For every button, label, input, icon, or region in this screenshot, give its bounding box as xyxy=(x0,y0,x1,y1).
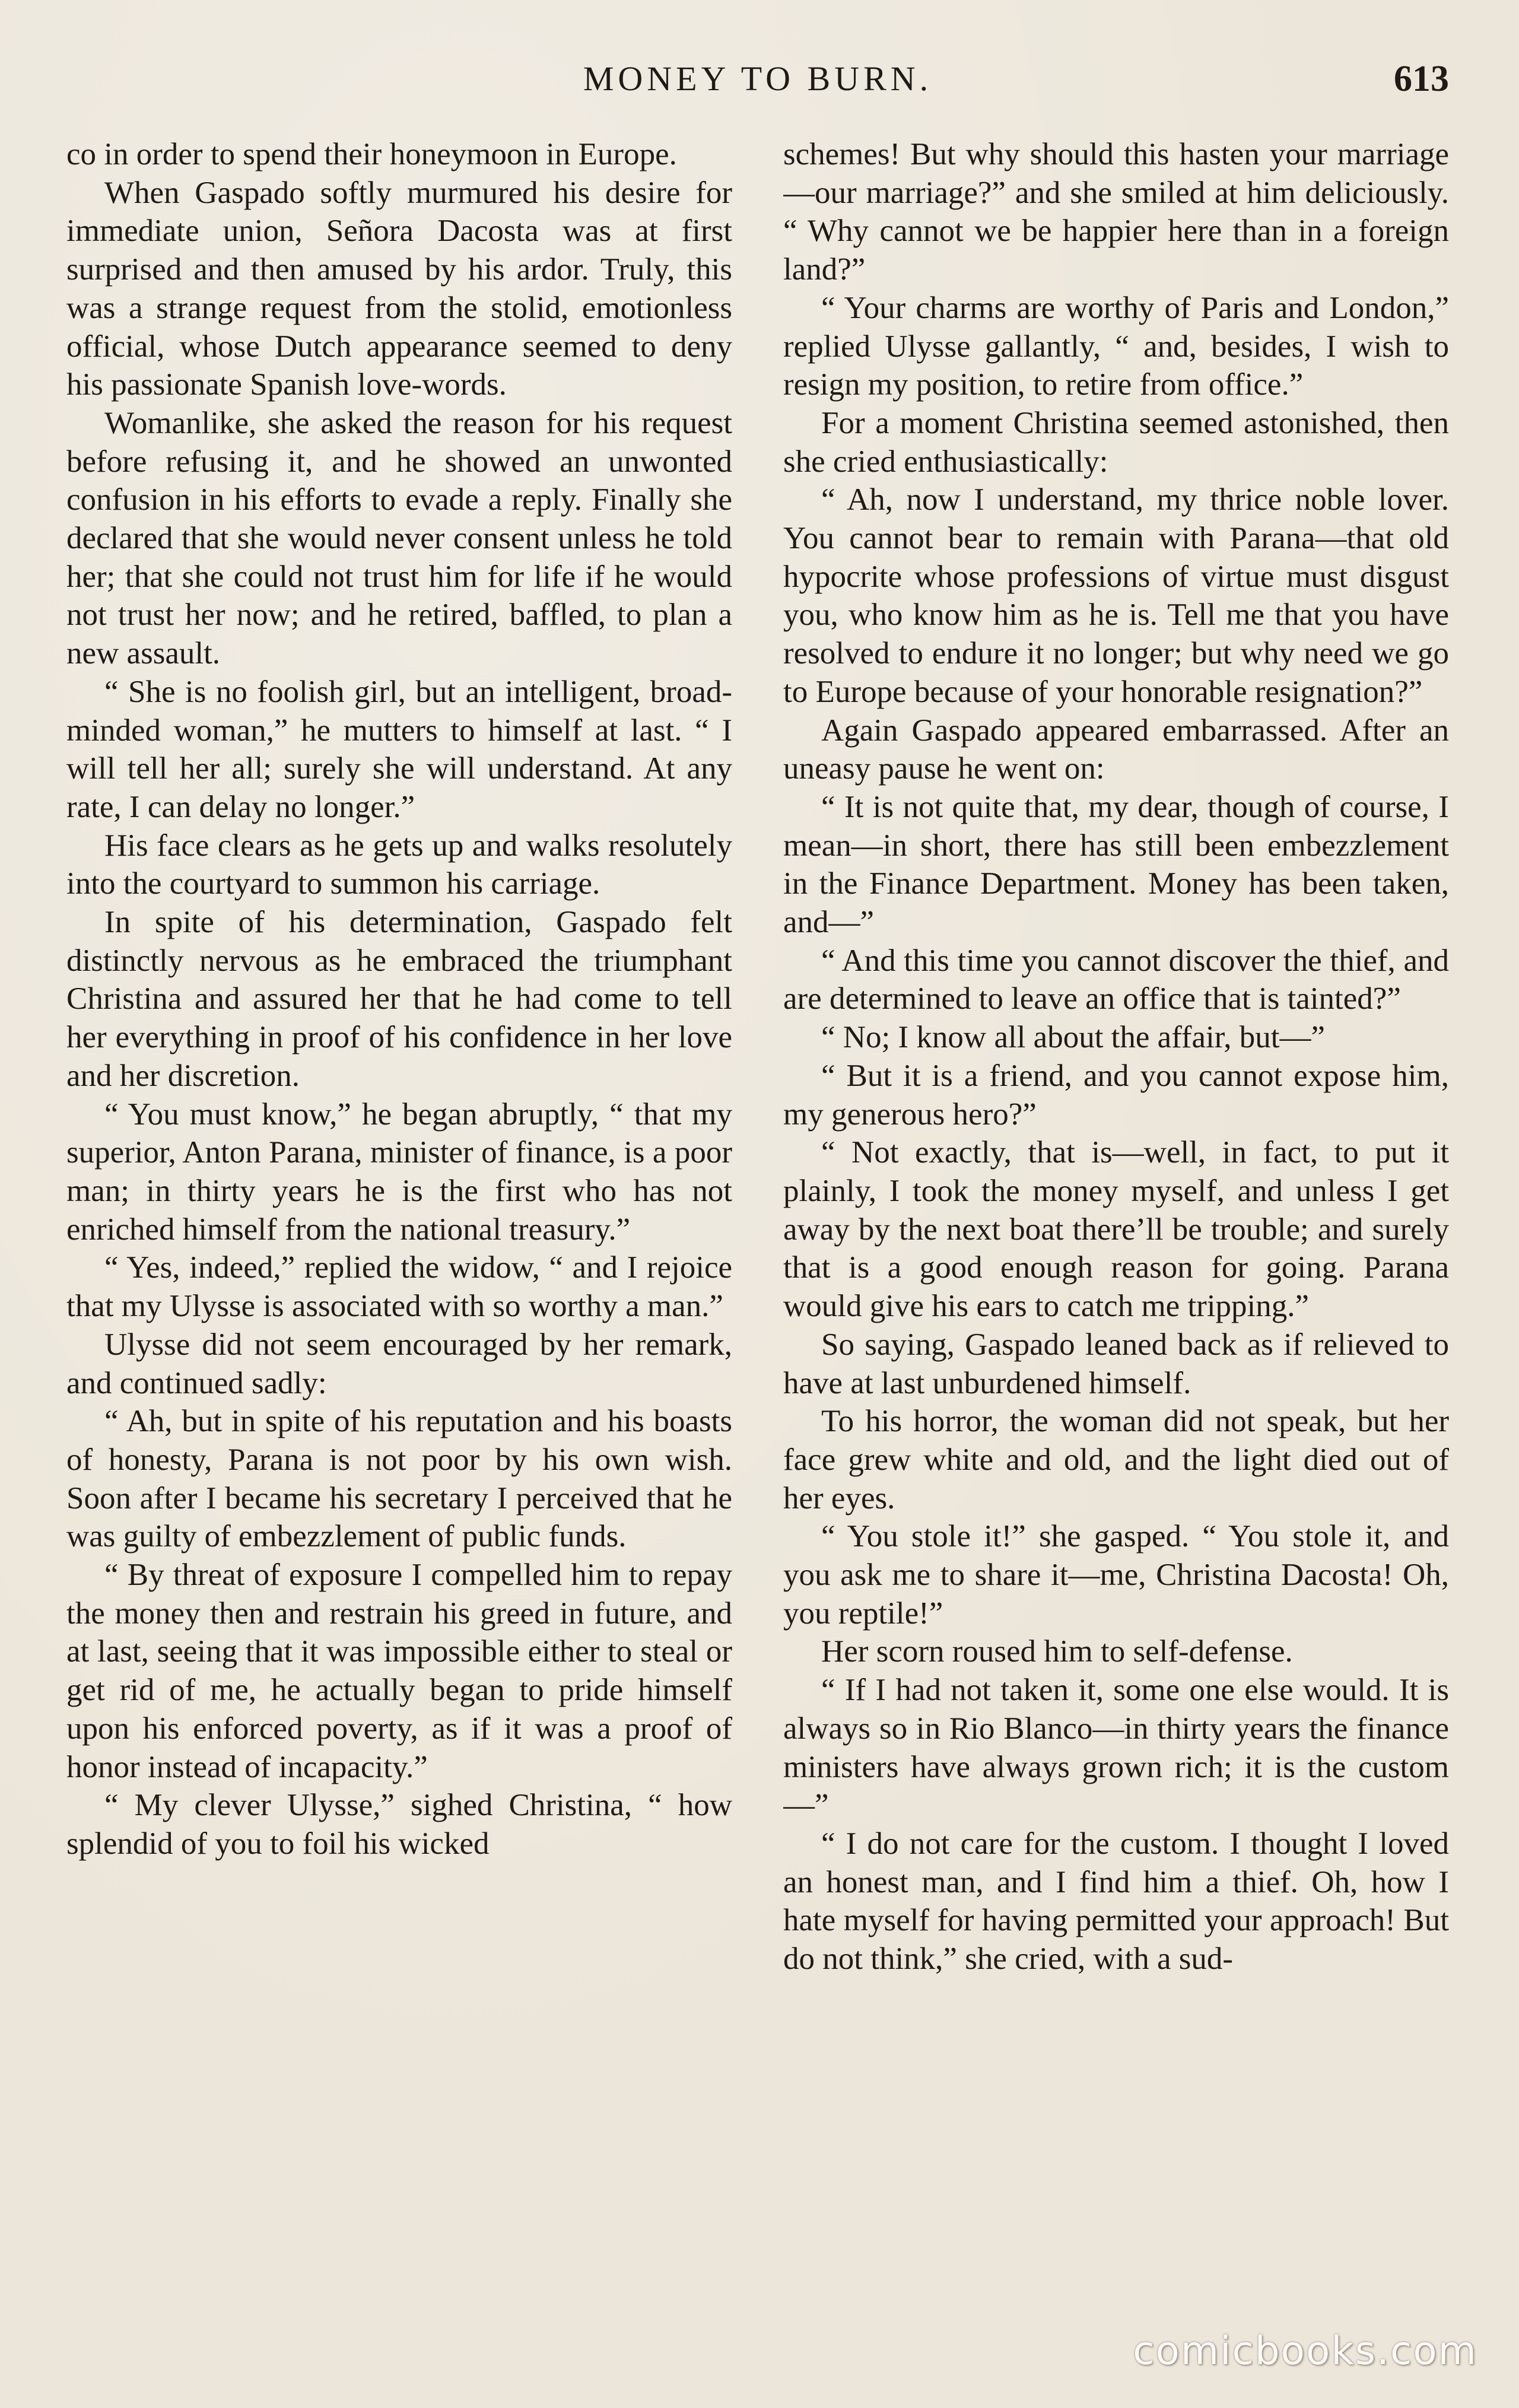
page-header xyxy=(66,52,1449,106)
paragraph: “ Yes, indeed,” replied the widow, “ and I rejoice that my Ulysse is associated with so worthy a man.” xyxy=(66,1250,732,1324)
paragraph: “ My clever Ulysse,” sighed Christina, “ how splendid of you to foil his wicked xyxy=(66,1788,732,1861)
paragraph: For a moment Christina seemed astonished, then she cried enthusiastically: xyxy=(783,405,1449,479)
paragraph: “ Ah, but in spite of his reputation and his boasts of honesty, Parana is not poor by his own wish. Soon after I became his secretary I perceived that he was guilty of embezzlement of public funds. xyxy=(66,1404,732,1554)
site-watermark: comicbooks.com xyxy=(1133,2328,1477,2374)
paragraph: “ By threat of exposure I compelled him to repay the money then and restrain his greed in future, and at last, seeing that it was impossible either to steal or get rid of me, he actually began to pride himself upon his enforced poverty, as if it was a proof of honor instead of incapacity.” xyxy=(66,1558,732,1784)
text-columns xyxy=(66,135,1449,2319)
paragraph: In spite of his determination, Gaspado felt distinctly nervous as he embraced the triumphant Christina and assured her that he had come to tell her everything in proof of his confidence in her love and her discretion. xyxy=(66,905,732,1093)
right-column xyxy=(783,135,1449,2319)
paragraph: Again Gaspado appeared embarrassed. After an uneasy pause he went on: xyxy=(783,713,1449,786)
paragraph: So saying, Gaspado leaned back as if relieved to have at last unburdened himself. xyxy=(783,1327,1449,1400)
paragraph: “ But it is a friend, and you cannot expose him, my generous hero?” xyxy=(783,1058,1449,1132)
paragraph: “ Not exactly, that is—well, in fact, to put it plainly, I took the money myself, and unless I get away by the next boat there’ll be trouble; and surely that is a good enough reason for going. Parana would give his ears to catch me tripping.” xyxy=(783,1135,1449,1324)
paragraph: “ She is no foolish girl, but an intelligent, broad-minded woman,” he mutters to himself at last. “ I will tell her all; surely she will understand. At any rate, I can delay no longer.” xyxy=(66,674,732,824)
paragraph: “ Your charms are worthy of Paris and London,” replied Ulysse gallantly, “ and, besides, I wish to resign my position, to retire from office.” xyxy=(783,290,1449,402)
left-column xyxy=(66,135,732,2319)
paragraph: “ Ah, now I understand, my thrice noble lover. You cannot bear to remain with Parana—that old hypocrite whose professions of virtue must disgust you, who know him as he is. Tell me that you have resolved to endure it no longer; but why need we go to Europe because of your honorable resignation?” xyxy=(783,482,1449,709)
paragraph: Womanlike, she asked the reason for his request before refusing it, and he showed an unwonted confusion in his efforts to evade a reply. Finally she declared that she would never consent unless he told her; that she could not trust him for life if he would not trust her now; and he retired, baffled, to plan a new assault. xyxy=(66,405,732,671)
paragraph: “ And this time you cannot discover the thief, and are determined to leave an office that is tainted?” xyxy=(783,943,1449,1016)
paragraph: To his horror, the woman did not speak, but her face grew white and old, and the light died out of her eyes. xyxy=(783,1404,1449,1516)
paragraph: When Gaspado softly murmured his desire for immediate union, Señora Dacosta was at first surprised and then amused by his ardor. Truly, this was a strange request from the stolid, emotionless official, whose Dutch appearance seemed to deny his passionate Spanish love-words. xyxy=(66,175,732,402)
paragraph: co in order to spend their honeymoon in Europe. xyxy=(66,137,677,171)
paragraph: Her scorn roused him to self-defense. xyxy=(821,1634,1293,1669)
paragraph: “ You must know,” he began abruptly, “ that my superior, Anton Parana, minister of finance, is a poor man; in thirty years he is the first who has not enriched himself from the national treasury.” xyxy=(66,1097,732,1247)
paragraph: “ No; I know all about the affair, but—” xyxy=(821,1020,1326,1055)
running-title: MONEY TO BURN. xyxy=(583,59,933,98)
paragraph: “ It is not quite that, my dear, though of course, I mean—in short, there has still been embezzlement in the Finance Department. Money has been taken, and—” xyxy=(783,789,1449,940)
paragraph: His face clears as he gets up and walks resolutely into the courtyard to summon his carriage. xyxy=(66,828,732,901)
paragraph: “ If I had not taken it, some one else would. It is always so in Rio Blanco—in thirty years the finance ministers have always grown rich; it is the custom—” xyxy=(783,1673,1449,1823)
paragraph: “ I do not care for the custom. I thought I loved an honest man, and I find him a thief. Oh, how I hate myself for having permitted your approach! But do not think,” she cried, with a sud- xyxy=(783,1826,1449,1977)
paragraph: “ You stole it!” she gasped. “ You stole it, and you ask me to share it—me, Christina Dacosta! Oh, you reptile!” xyxy=(783,1519,1449,1631)
page-number: 613 xyxy=(1394,59,1449,99)
paragraph: schemes! But why should this hasten your marriage—our marriage?” and she smiled at him deliciously. “ Why cannot we be happier here than in a foreign land?” xyxy=(783,137,1449,287)
paragraph: Ulysse did not seem encouraged by her remark, and continued sadly: xyxy=(66,1327,732,1400)
